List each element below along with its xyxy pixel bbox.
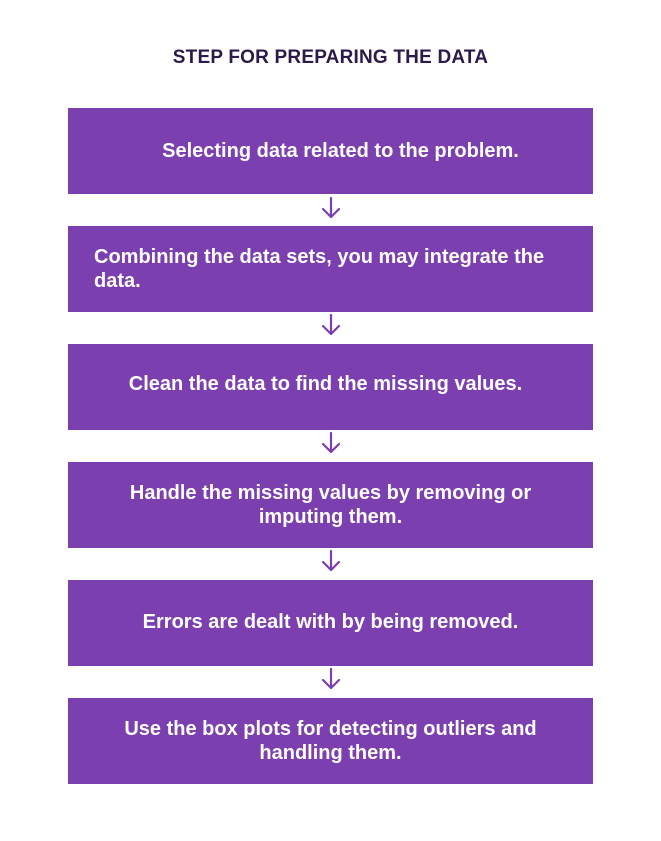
arrow-down-icon: [319, 667, 343, 691]
step-label-6: Use the box plots for detecting outliers and handling them.: [124, 718, 537, 764]
step-label-3: Clean the data to find the missing values.: [128, 373, 523, 395]
step-box-1: [68, 108, 593, 194]
step-box-6: [68, 698, 593, 784]
step-box-3: [68, 344, 593, 430]
arrow-down-icon: [319, 431, 343, 455]
arrow-down-icon: [319, 196, 343, 220]
step-box-4: [68, 462, 593, 548]
step-box-5: [68, 580, 593, 666]
arrow-down-icon: [319, 313, 343, 337]
diagram-title: STEP FOR PREPARING THE DATA: [172, 47, 489, 68]
step-label-2: Combining the data sets, you may integrate the data.: [94, 246, 545, 292]
step-box-2: [68, 226, 593, 312]
arrow-down-icon: [319, 549, 343, 573]
step-label-1: Selecting data related to the problem.: [162, 140, 519, 162]
step-label-5: Errors are dealt with by being removed.: [142, 611, 519, 633]
step-label-4: Handle the missing values by removing or imputing them.: [129, 482, 532, 528]
